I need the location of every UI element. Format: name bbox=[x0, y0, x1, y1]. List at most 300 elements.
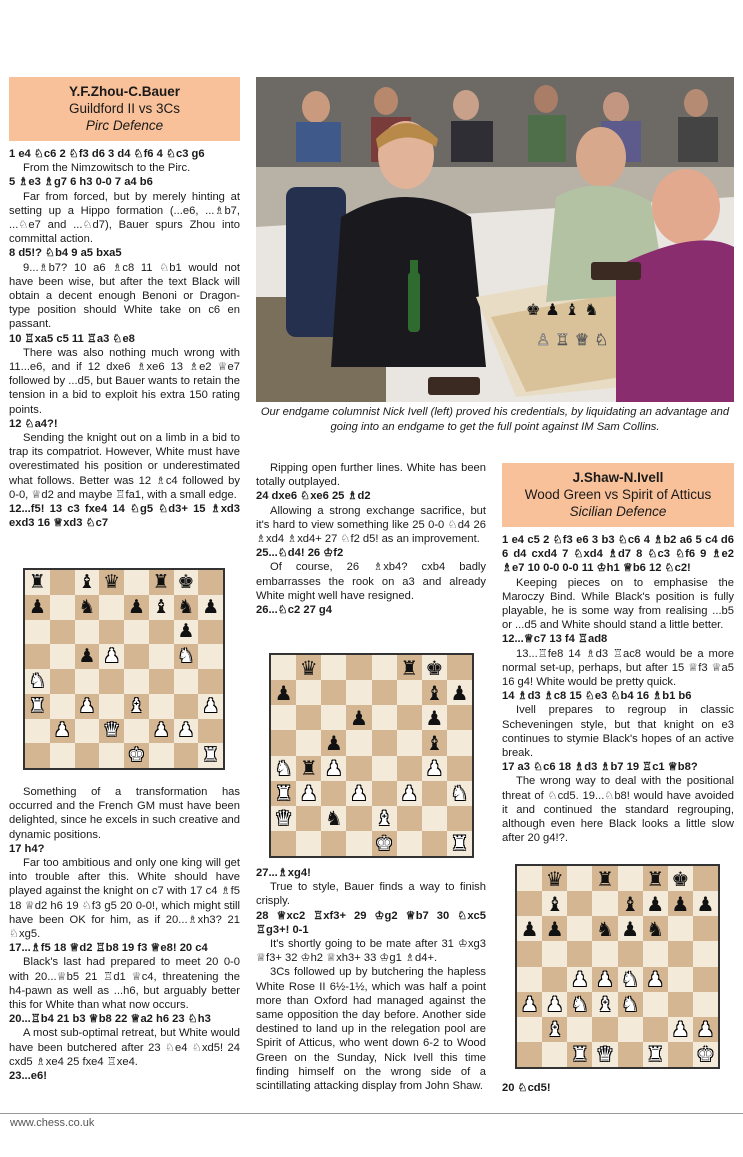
board-square bbox=[693, 866, 718, 891]
board-square bbox=[447, 756, 472, 781]
board-square bbox=[643, 916, 668, 941]
board-square bbox=[174, 570, 199, 595]
black-king-piece: ♚ bbox=[177, 570, 195, 593]
black-rook-piece: ♜ bbox=[299, 756, 318, 781]
board-square bbox=[25, 743, 50, 768]
move-line: 23...e6! bbox=[9, 1070, 47, 1083]
board-square bbox=[198, 644, 223, 669]
board-square bbox=[321, 655, 346, 680]
move-line: 26...♘c2 27 g4 bbox=[256, 604, 332, 617]
board-square bbox=[422, 680, 447, 705]
board-square bbox=[296, 705, 321, 730]
board-square bbox=[447, 730, 472, 755]
move-line: 5 ♗e3 ♗g7 6 h3 0-0 7 a4 b6 bbox=[9, 176, 153, 189]
commentary-paragraph: The wrong way to deal with the positional threat of ♘cd5. 19...♘b8! would have avoided it and continued the standard regrouping, although even here Black looks a little slow after 20 g4!?. bbox=[502, 775, 734, 845]
board-square bbox=[99, 694, 124, 719]
black-pawn-piece: ♟ bbox=[202, 595, 220, 618]
board-square bbox=[422, 705, 447, 730]
board-square bbox=[618, 941, 643, 966]
board-square bbox=[668, 916, 693, 941]
board-square bbox=[668, 1017, 693, 1042]
black-knight-piece: ♞ bbox=[595, 916, 614, 941]
game-title: Y.F.Zhou-C.Bauer bbox=[68, 84, 180, 99]
board-square bbox=[25, 669, 50, 694]
commentary-paragraph: Black's last had prepared to meet 20 0-0 with 20...♕b5 21 ♖d1 ♕c4, threatening the h4-pawn as well as ...h6, but arguably better this for White than what now occurs. bbox=[9, 956, 240, 1012]
svg-text:♙ ♖ ♕ ♘: ♙ ♖ ♕ ♘ bbox=[536, 330, 609, 349]
commentary-paragraph: Something of a transformation has occurred and the French GM must have been delighted, since he excels in such creative and dynamic positions. bbox=[9, 786, 240, 841]
white-pawn-piece: ♟ bbox=[646, 967, 665, 992]
black-pawn-piece: ♟ bbox=[696, 891, 715, 916]
black-queen-piece: ♛ bbox=[103, 570, 121, 593]
black-rook-piece: ♜ bbox=[28, 570, 46, 593]
board-square bbox=[592, 992, 617, 1017]
board-square bbox=[174, 669, 199, 694]
black-pawn-piece: ♟ bbox=[177, 620, 195, 643]
chess-diagram-2 bbox=[269, 653, 474, 858]
board-square bbox=[668, 992, 693, 1017]
board-square bbox=[174, 620, 199, 645]
board-square bbox=[447, 781, 472, 806]
board-square bbox=[372, 705, 397, 730]
board-square bbox=[25, 620, 50, 645]
black-rook-piece: ♜ bbox=[152, 570, 170, 593]
move-line: 1 e4 ♘c6 2 ♘f3 d6 3 d4 ♘f6 4 ♘c3 g6 bbox=[9, 148, 205, 160]
board-square bbox=[198, 620, 223, 645]
black-rook-piece: ♜ bbox=[646, 866, 665, 891]
board-square bbox=[198, 669, 223, 694]
board-square bbox=[174, 595, 199, 620]
board-square bbox=[643, 941, 668, 966]
tournament-photo bbox=[256, 77, 734, 402]
board-square bbox=[592, 1017, 617, 1042]
board-square bbox=[517, 891, 542, 916]
white-pawn-piece: ♟ bbox=[520, 992, 539, 1017]
board-square bbox=[50, 570, 75, 595]
black-pawn-piece: ♟ bbox=[28, 595, 46, 618]
board-square bbox=[668, 866, 693, 891]
board-square bbox=[271, 781, 296, 806]
commentary-paragraph: Allowing a strong exchange sacrifice, but it's hard to view something like 25 0-0 ♘d4 26 ♗xd4 ♗xd4+ 27 ♘f2 d5! as an improvement. bbox=[256, 504, 486, 546]
board-square bbox=[422, 831, 447, 856]
white-pawn-piece: ♟ bbox=[202, 694, 220, 717]
board-square bbox=[643, 1017, 668, 1042]
white-king-piece: ♚ bbox=[375, 831, 394, 856]
black-king-piece: ♚ bbox=[425, 655, 444, 680]
board-square bbox=[50, 669, 75, 694]
board-square bbox=[422, 655, 447, 680]
white-pawn-piece: ♟ bbox=[671, 1017, 690, 1042]
black-knight-piece: ♞ bbox=[646, 916, 665, 941]
black-pawn-piece: ♟ bbox=[520, 916, 539, 941]
board-square bbox=[346, 806, 371, 831]
white-bishop-piece: ♝ bbox=[545, 1017, 564, 1042]
black-bishop-piece: ♝ bbox=[425, 730, 444, 755]
board-square bbox=[50, 743, 75, 768]
board-square bbox=[271, 655, 296, 680]
board-square bbox=[75, 694, 100, 719]
board-square bbox=[422, 730, 447, 755]
black-pawn-piece: ♟ bbox=[274, 680, 293, 705]
board-square bbox=[567, 992, 592, 1017]
move-line: 27...♗xg4! bbox=[256, 867, 311, 879]
white-king-piece: ♚ bbox=[127, 744, 145, 767]
column-1-continued bbox=[9, 785, 240, 1083]
board-square bbox=[618, 916, 643, 941]
board-square bbox=[668, 1042, 693, 1067]
board-square bbox=[668, 967, 693, 992]
board-square bbox=[75, 644, 100, 669]
board-square bbox=[346, 680, 371, 705]
game-title: J.Shaw-N.Ivell bbox=[572, 470, 664, 485]
board-square bbox=[397, 655, 422, 680]
black-knight-piece: ♞ bbox=[177, 595, 195, 618]
svg-text:♚ ♟ ♝ ♞: ♚ ♟ ♝ ♞ bbox=[526, 300, 599, 319]
board-square bbox=[643, 1042, 668, 1067]
board-square bbox=[124, 570, 149, 595]
commentary-paragraph: True to style, Bauer finds a way to finish crisply. bbox=[256, 881, 486, 908]
black-pawn-piece: ♟ bbox=[127, 595, 145, 618]
board-square bbox=[321, 730, 346, 755]
board-square bbox=[25, 719, 50, 744]
black-king-piece: ♚ bbox=[671, 866, 690, 891]
white-queen-piece: ♛ bbox=[103, 719, 121, 742]
black-knight-piece: ♞ bbox=[324, 806, 343, 831]
board-square bbox=[124, 719, 149, 744]
article-text bbox=[256, 461, 486, 617]
black-rook-piece: ♜ bbox=[400, 655, 419, 680]
board-square bbox=[296, 680, 321, 705]
white-pawn-piece: ♟ bbox=[425, 756, 444, 781]
board-square bbox=[618, 1017, 643, 1042]
board-square bbox=[447, 655, 472, 680]
board-square bbox=[50, 595, 75, 620]
board-square bbox=[321, 781, 346, 806]
column-1 bbox=[9, 77, 240, 530]
board-square bbox=[198, 743, 223, 768]
board-square bbox=[149, 620, 174, 645]
board-square bbox=[643, 967, 668, 992]
final-move-text: 20 ♘cd5! bbox=[502, 1082, 551, 1094]
board-square bbox=[346, 781, 371, 806]
commentary-paragraph: 13...♖fe8 14 ♗d3 ♖ac8 would be a more normal set-up, perhaps, but after 15 ♕f3 ♕a5 16 g4! White would be pretty quick. bbox=[502, 647, 734, 689]
board-square bbox=[618, 891, 643, 916]
move-line: 12 ♘a4?! bbox=[9, 417, 58, 430]
white-pawn-piece: ♟ bbox=[570, 967, 589, 992]
white-rook-piece: ♜ bbox=[274, 781, 293, 806]
board-square bbox=[25, 644, 50, 669]
board-square bbox=[542, 866, 567, 891]
black-bishop-piece: ♝ bbox=[78, 570, 96, 593]
board-square bbox=[149, 644, 174, 669]
commentary-paragraph: Sending the knight out on a limb in a bid to trap its compatriot. However, White must have overestimated his position or underestimated what follows. Better was 12 ♗c4 followed by 0-0, ♕d2 and maybe ♖fa1, with a small edge. bbox=[9, 432, 240, 501]
board-square bbox=[75, 669, 100, 694]
board-square bbox=[542, 967, 567, 992]
board-square bbox=[567, 1017, 592, 1042]
move-line: 17 h4? bbox=[9, 842, 45, 855]
column-3 bbox=[502, 463, 734, 845]
board-square bbox=[99, 620, 124, 645]
commentary-paragraph: A most sub-optimal retreat, but White would have been butchered after 23 ♘e4 ♘xd5! 24 cxd5 ♗xe4 25 fxe4 ♖xe4. bbox=[9, 1027, 240, 1068]
black-pawn-piece: ♟ bbox=[621, 916, 640, 941]
board-square bbox=[149, 719, 174, 744]
board-square bbox=[50, 719, 75, 744]
photo-caption: Our endgame columnist Nick Ivell (left) proved his credentials, by liquidating an advantage and going into an endgame to get the full point against IM Sam Collins. bbox=[260, 406, 730, 433]
black-pawn-piece: ♟ bbox=[324, 730, 343, 755]
board-square bbox=[542, 992, 567, 1017]
board-square bbox=[592, 941, 617, 966]
white-rook-piece: ♜ bbox=[28, 694, 46, 717]
footer-url: www.chess.co.uk bbox=[10, 1117, 95, 1129]
white-king-piece: ♚ bbox=[696, 1042, 715, 1067]
white-bishop-piece: ♝ bbox=[375, 806, 394, 831]
board-square bbox=[397, 680, 422, 705]
move-line: 10 ♖xa5 c5 11 ♖a3 ♘e8 bbox=[9, 332, 135, 345]
final-move bbox=[502, 1079, 734, 1095]
black-bishop-piece: ♝ bbox=[425, 680, 444, 705]
board-square bbox=[149, 743, 174, 768]
commentary-paragraph: Ripping open further lines. White has been totally outplayed. bbox=[256, 462, 486, 489]
board-square bbox=[693, 967, 718, 992]
white-knight-piece: ♞ bbox=[274, 756, 293, 781]
board-square bbox=[50, 620, 75, 645]
board-square bbox=[99, 570, 124, 595]
commentary-paragraph: Ivell prepares to regroup in classic Scheveningen style, but that knight on e3 continues to stymie Black's hopes of an active break. bbox=[502, 704, 734, 760]
move-line: 25...♘d4! 26 ♔f2 bbox=[256, 547, 344, 560]
board-square bbox=[149, 595, 174, 620]
game-match: Wood Green vs Spirit of Atticus bbox=[524, 487, 712, 502]
chess-diagram-1 bbox=[23, 568, 225, 770]
white-knight-piece: ♞ bbox=[28, 669, 46, 692]
board-square bbox=[567, 941, 592, 966]
board-square bbox=[99, 644, 124, 669]
move-line: 12...f5! 13 c3 fxe4 14 ♘g5 ♘d3+ 15 ♗xd3 exd3 16 ♕xd3 ♘c7 bbox=[9, 503, 240, 530]
board-square bbox=[99, 669, 124, 694]
board-square bbox=[321, 831, 346, 856]
white-rook-piece: ♜ bbox=[570, 1042, 589, 1067]
board-square bbox=[346, 756, 371, 781]
move-line: 17 a3 ♘c6 18 ♗d3 ♗b7 19 ♖c1 ♕b8? bbox=[502, 761, 698, 774]
board-square bbox=[124, 620, 149, 645]
black-pawn-piece: ♟ bbox=[671, 891, 690, 916]
board-square bbox=[618, 1042, 643, 1067]
board-square bbox=[296, 730, 321, 755]
board-square bbox=[174, 743, 199, 768]
commentary-paragraph: Far too ambitious and only one king will get into trouble after this. White should have played against the knight on c7 with 17 c4 ♗f5 18 ♕d2 h6 19 ♘f3 g5 20 0-0!, which might still have been OK for him, as if 20...♗xh3? 21 ♘xg5. bbox=[9, 857, 240, 941]
article-text bbox=[9, 785, 240, 1083]
board-square bbox=[271, 831, 296, 856]
game-opening: Sicilian Defence bbox=[569, 504, 667, 519]
white-pawn-piece: ♟ bbox=[545, 992, 564, 1017]
white-pawn-piece: ♟ bbox=[177, 719, 195, 742]
board-square bbox=[296, 655, 321, 680]
board-square bbox=[372, 831, 397, 856]
board-square bbox=[643, 992, 668, 1017]
game-header-shaw-ivell bbox=[502, 463, 734, 527]
board-square bbox=[149, 669, 174, 694]
board-square bbox=[321, 680, 346, 705]
black-pawn-piece: ♟ bbox=[450, 680, 469, 705]
board-square bbox=[397, 730, 422, 755]
article-text bbox=[256, 866, 486, 1093]
board-square bbox=[567, 967, 592, 992]
move-line: 1 e4 c5 2 ♘f3 e6 3 b3 ♘c6 4 ♗b2 a6 5 c4 d6 6 d4 cxd4 7 ♘xd4 ♗d7 8 ♘c3 ♘f6 9 ♗e2 ♗e7 10 0-0 0-0 11 ♔h1 ♕b6 12 ♘c2! bbox=[502, 534, 734, 575]
move-line: 20...♖b4 21 b3 ♕b8 22 ♕a2 h6 23 ♘h3 bbox=[9, 1013, 211, 1026]
board-square bbox=[271, 680, 296, 705]
board-square bbox=[372, 781, 397, 806]
board-square bbox=[693, 916, 718, 941]
board-square bbox=[422, 781, 447, 806]
board-square bbox=[542, 916, 567, 941]
board-square bbox=[592, 916, 617, 941]
board-square bbox=[517, 967, 542, 992]
white-pawn-piece: ♟ bbox=[696, 1017, 715, 1042]
white-knight-piece: ♞ bbox=[177, 645, 195, 668]
board-square bbox=[296, 781, 321, 806]
board-square bbox=[75, 595, 100, 620]
board-square bbox=[618, 967, 643, 992]
commentary-paragraph: From the Nimzowitsch to the Pirc. bbox=[23, 162, 191, 175]
board-square bbox=[25, 570, 50, 595]
board-square bbox=[542, 891, 567, 916]
board-square bbox=[124, 694, 149, 719]
board-square bbox=[346, 655, 371, 680]
black-queen-piece: ♛ bbox=[545, 866, 564, 891]
board-square bbox=[397, 831, 422, 856]
white-queen-piece: ♛ bbox=[274, 806, 293, 831]
board-square bbox=[149, 570, 174, 595]
board-square bbox=[517, 941, 542, 966]
board-square bbox=[321, 806, 346, 831]
board-square bbox=[75, 719, 100, 744]
board-square bbox=[296, 806, 321, 831]
board-square bbox=[618, 866, 643, 891]
photo-illustration bbox=[256, 77, 734, 402]
board-square bbox=[372, 655, 397, 680]
white-rook-piece: ♜ bbox=[202, 744, 220, 767]
board-square bbox=[99, 595, 124, 620]
column-2-continued bbox=[256, 866, 486, 1093]
board-square bbox=[296, 831, 321, 856]
board-square bbox=[271, 806, 296, 831]
white-knight-piece: ♞ bbox=[621, 992, 640, 1017]
white-pawn-piece: ♟ bbox=[324, 756, 343, 781]
board-square bbox=[198, 694, 223, 719]
commentary-paragraph: Keeping pieces on to emphasise the Maroczy Bind. While Black's position is fully playable, he is some way from realising ...b5 or ...d5 and White should stand a little better. bbox=[502, 576, 734, 632]
board-square bbox=[75, 570, 100, 595]
move-line: 28 ♕xc2 ♖xf3+ 29 ♔g2 ♕b7 30 ♘xc5 ♖g3+! 0-1 bbox=[256, 909, 486, 936]
move-line: 14 ♗d3 ♗c8 15 ♘e3 ♘b4 16 ♗b1 b6 bbox=[502, 690, 692, 703]
white-rook-piece: ♜ bbox=[450, 831, 469, 856]
board-square bbox=[643, 866, 668, 891]
black-pawn-piece: ♟ bbox=[78, 645, 96, 668]
board-square bbox=[99, 743, 124, 768]
black-queen-piece: ♛ bbox=[299, 655, 318, 680]
white-pawn-piece: ♟ bbox=[103, 645, 121, 668]
board-square bbox=[372, 756, 397, 781]
board-square bbox=[447, 680, 472, 705]
black-rook-piece: ♜ bbox=[595, 866, 614, 891]
board-square bbox=[517, 1042, 542, 1067]
board-square bbox=[592, 967, 617, 992]
board-square bbox=[198, 570, 223, 595]
white-knight-piece: ♞ bbox=[450, 781, 469, 806]
board-square bbox=[346, 730, 371, 755]
board-square bbox=[447, 831, 472, 856]
column-2 bbox=[256, 461, 486, 617]
board-square bbox=[50, 644, 75, 669]
board-square bbox=[149, 694, 174, 719]
black-bishop-piece: ♝ bbox=[152, 595, 170, 618]
black-bishop-piece: ♝ bbox=[621, 891, 640, 916]
board-square bbox=[397, 806, 422, 831]
board-square bbox=[25, 595, 50, 620]
game-match: Guildford II vs 3Cs bbox=[68, 101, 181, 116]
black-knight-piece: ♞ bbox=[78, 595, 96, 618]
white-pawn-piece: ♟ bbox=[349, 781, 368, 806]
board-square bbox=[567, 1042, 592, 1067]
board-square bbox=[618, 992, 643, 1017]
article-text bbox=[9, 147, 240, 530]
black-pawn-piece: ♟ bbox=[545, 916, 564, 941]
board-square bbox=[517, 992, 542, 1017]
board-square bbox=[693, 891, 718, 916]
white-pawn-piece: ♟ bbox=[595, 967, 614, 992]
black-pawn-piece: ♟ bbox=[646, 891, 665, 916]
board-square bbox=[517, 916, 542, 941]
board-square bbox=[124, 743, 149, 768]
board-square bbox=[422, 756, 447, 781]
board-square bbox=[75, 743, 100, 768]
white-pawn-piece: ♟ bbox=[152, 719, 170, 742]
board-square bbox=[592, 866, 617, 891]
board-square bbox=[124, 644, 149, 669]
commentary-paragraph: Far from forced, but by merely hinting at setting up a Hippo formation (...e6, ...♗b7, ...♘e7 and ...♘d7), Bauer spurs Zhou into committal action. bbox=[9, 190, 240, 246]
board-square bbox=[643, 891, 668, 916]
board-square bbox=[693, 992, 718, 1017]
board-square bbox=[517, 1017, 542, 1042]
board-square bbox=[75, 620, 100, 645]
article-text bbox=[502, 533, 734, 845]
board-square bbox=[668, 941, 693, 966]
board-square bbox=[397, 756, 422, 781]
board-square bbox=[542, 941, 567, 966]
white-pawn-piece: ♟ bbox=[78, 694, 96, 717]
white-knight-piece: ♞ bbox=[621, 967, 640, 992]
board-square bbox=[447, 705, 472, 730]
board-square bbox=[346, 705, 371, 730]
board-square bbox=[447, 806, 472, 831]
board-square bbox=[567, 866, 592, 891]
board-square bbox=[124, 595, 149, 620]
board-square bbox=[271, 756, 296, 781]
board-square bbox=[517, 866, 542, 891]
board-square bbox=[99, 719, 124, 744]
board-square bbox=[271, 705, 296, 730]
board-square bbox=[346, 831, 371, 856]
board-square bbox=[198, 595, 223, 620]
white-queen-piece: ♛ bbox=[595, 1042, 614, 1067]
board-square bbox=[693, 941, 718, 966]
board-square bbox=[567, 891, 592, 916]
board-square bbox=[422, 806, 447, 831]
black-bishop-piece: ♝ bbox=[545, 891, 564, 916]
board-square bbox=[668, 891, 693, 916]
board-square bbox=[321, 705, 346, 730]
board-square bbox=[592, 1042, 617, 1067]
move-line: 8 d5!? ♘b4 9 a5 bxa5 bbox=[9, 247, 122, 260]
board-square bbox=[271, 730, 296, 755]
move-line: 17...♗f5 18 ♕d2 ♖b8 19 f3 ♕e8! 20 c4 bbox=[9, 942, 208, 955]
